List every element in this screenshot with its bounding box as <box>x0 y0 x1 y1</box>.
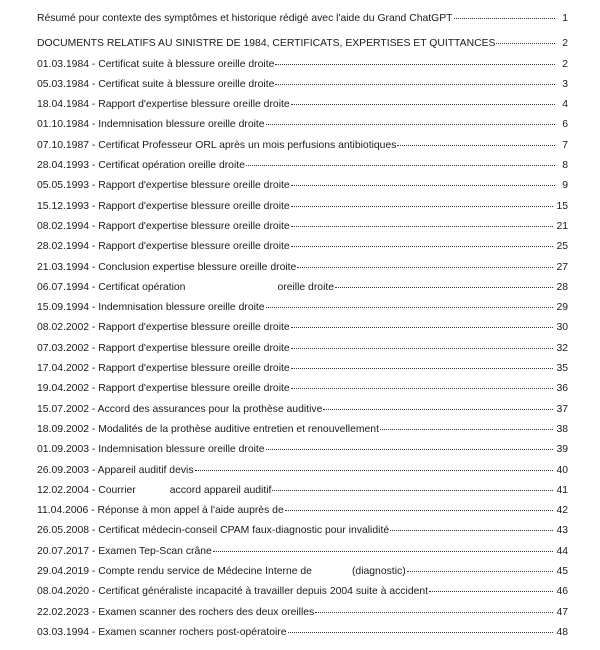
toc-entry-title: DOCUMENTS RELATIFS AU SINISTRE DE 1984, CERTIFICATS, EXPERTISES ET QUITTANCES <box>37 38 496 50</box>
toc-entry-page: 7 <box>562 139 568 151</box>
toc-entry[interactable] <box>37 521 568 541</box>
toc-entry-title: 28.02.1994 - Rapport d'expertise blessure oreille droite <box>37 241 290 253</box>
toc-entry[interactable] <box>37 461 568 481</box>
toc-entry[interactable] <box>37 258 568 278</box>
dot-leader <box>213 551 554 552</box>
dot-leader <box>275 64 555 65</box>
toc-entry-title: 01.10.1984 - Indemnisation blessure oreille droite <box>37 119 265 131</box>
toc-entry[interactable] <box>37 339 568 359</box>
toc-entry-page: 3 <box>562 78 568 90</box>
dot-leader <box>246 165 555 166</box>
toc-entry-title: 15.07.2002 - Accord des assurances pour la prothèse auditive <box>37 403 323 415</box>
toc-entry-title: 03.03.1994 - Examen scanner rochers post-opératoire <box>37 626 287 638</box>
toc-entry-page: 46 <box>556 586 568 598</box>
dot-leader <box>323 409 553 410</box>
toc-entry-page: 42 <box>556 505 568 517</box>
toc-entry-page: 4 <box>562 99 568 111</box>
toc-entry-title: 07.10.1987 - Certificat Professeur ORL après un mois perfusions antibiotiques <box>37 139 397 151</box>
toc-entry-title: 08.04.2020 - Certificat généraliste incapacité à travailler depuis 2004 suite à accident <box>37 586 429 598</box>
toc-entry[interactable] <box>37 176 568 196</box>
toc-entry[interactable] <box>37 55 568 75</box>
dot-leader <box>291 327 554 328</box>
toc-entry-title: 01.03.1984 - Certificat suite à blessure oreille droite <box>37 58 275 70</box>
toc-entry-title: 05.05.1993 - Rapport d'expertise blessure oreille droite <box>37 180 290 192</box>
toc-entry-title: 18.04.1984 - Rapport d'expertise blessure oreille droite <box>37 99 290 111</box>
dot-leader <box>315 612 553 613</box>
toc-entry-title: 01.09.2003 - Indemnisation blessure oreille droite <box>37 444 265 456</box>
toc-entry[interactable] <box>37 156 568 176</box>
toc-entry[interactable] <box>37 95 568 115</box>
toc-entry[interactable] <box>37 278 568 298</box>
dot-leader <box>291 348 554 349</box>
toc-entry-title: 26.05.2008 - Certificat médecin-conseil CPAM faux-diagnostic pour invalidité <box>37 525 390 537</box>
toc-entry[interactable] <box>37 237 568 257</box>
toc-entry-page: 27 <box>556 261 568 273</box>
toc-entry-page: 2 <box>562 38 568 50</box>
toc-entry[interactable] <box>37 501 568 521</box>
toc-entry-title: 21.03.1994 - Conclusion expertise blessure oreille droite <box>37 261 297 273</box>
toc-entry-page: 36 <box>556 383 568 395</box>
table-of-contents <box>37 9 568 643</box>
toc-entry[interactable] <box>37 420 568 440</box>
toc-entry-title: 11.04.2006 - Réponse à mon appel à l'aide auprès de <box>37 505 284 517</box>
toc-entry[interactable] <box>37 75 568 95</box>
dot-leader <box>266 449 554 450</box>
toc-entry-page: 6 <box>562 119 568 131</box>
toc-entry-title: 08.02.2002 - Rapport d'expertise blessure oreille droite <box>37 322 290 334</box>
toc-entry[interactable] <box>37 481 568 501</box>
toc-entry-page: 25 <box>556 241 568 253</box>
dot-leader <box>272 490 553 491</box>
toc-entry-title: 07.03.2002 - Rapport d'expertise blessure oreille droite <box>37 342 290 354</box>
toc-entry[interactable] <box>37 34 568 54</box>
toc-entry-title: 12.02.2004 - Courrier accord appareil auditif <box>37 484 272 496</box>
toc-entry-title: 05.03.1984 - Certificat suite à blessure oreille droite <box>37 78 275 90</box>
toc-entry-title: 20.07.2017 - Examen Tep-Scan crâne <box>37 545 212 557</box>
toc-entry-page: 35 <box>556 363 568 375</box>
toc-entry-title: 15.09.1994 - Indemnisation blessure oreille droite <box>37 302 265 314</box>
toc-entry-page: 21 <box>556 220 568 232</box>
toc-entry[interactable] <box>37 542 568 562</box>
dot-leader <box>291 388 554 389</box>
toc-entry-title: 29.04.2019 - Compte rendu service de Médecine Interne de (diagnostic) <box>37 566 406 578</box>
toc-entry[interactable] <box>37 298 568 318</box>
toc-entry-page: 43 <box>556 525 568 537</box>
dot-leader <box>297 267 553 268</box>
toc-entry-page: 40 <box>556 464 568 476</box>
toc-entry-title: 28.04.1993 - Certificat opération oreille droite <box>37 160 245 172</box>
toc-entry-page: 48 <box>556 626 568 638</box>
toc-entry-page: 30 <box>556 322 568 334</box>
dot-leader <box>291 206 554 207</box>
toc-entry-title: 19.04.2002 - Rapport d'expertise blessure oreille droite <box>37 383 290 395</box>
toc-entry[interactable] <box>37 217 568 237</box>
toc-entry-page: 2 <box>562 58 568 70</box>
toc-entry[interactable] <box>37 603 568 623</box>
dot-leader <box>291 226 554 227</box>
toc-entry-page: 47 <box>556 606 568 618</box>
dot-leader <box>291 185 555 186</box>
toc-entry-page: 8 <box>562 160 568 172</box>
toc-entry-page: 28 <box>556 281 568 293</box>
toc-entry[interactable] <box>37 562 568 582</box>
toc-entry-title: Résumé pour contexte des symptômes et historique rédigé avec l'aide du Grand ChatGPT <box>37 13 453 24</box>
dot-leader <box>496 43 555 44</box>
dot-leader <box>429 591 553 592</box>
toc-entry[interactable] <box>37 115 568 135</box>
toc-entry-title: 18.09.2002 - Modalités de la prothèse auditive entretien et renouvellement <box>37 423 379 435</box>
toc-entry-page: 29 <box>556 302 568 314</box>
dot-leader <box>266 307 554 308</box>
dot-leader <box>390 530 553 531</box>
toc-entry[interactable] <box>37 197 568 217</box>
dot-leader <box>291 246 554 247</box>
dot-leader <box>335 287 553 288</box>
toc-entry[interactable] <box>37 318 568 338</box>
toc-entry[interactable] <box>37 136 568 156</box>
toc-entry-page: 45 <box>556 566 568 578</box>
toc-entry-title: 15.12.1993 - Rapport d'expertise blessure oreille droite <box>37 200 290 212</box>
dot-leader <box>266 124 555 125</box>
toc-entry[interactable] <box>37 400 568 420</box>
toc-entry-title: 17.04.2002 - Rapport d'expertise blessure oreille droite <box>37 363 290 375</box>
toc-entry-title: 06.07.1994 - Certificat opération oreille droite <box>37 281 335 293</box>
dot-leader <box>454 18 555 19</box>
toc-entry-page: 37 <box>556 403 568 415</box>
toc-entry-title: 08.02.1994 - Rapport d'expertise blessure oreille droite <box>37 220 290 232</box>
toc-entry-page: 44 <box>556 545 568 557</box>
toc-entry-page: 32 <box>556 342 568 354</box>
toc-entry-title: 22.02.2023 - Examen scanner des rochers des deux oreilles <box>37 606 315 618</box>
dot-leader <box>291 104 555 105</box>
toc-entry-page: 9 <box>562 180 568 192</box>
toc-entry[interactable] <box>37 359 568 379</box>
toc-entry[interactable] <box>37 9 568 29</box>
toc-entry[interactable] <box>37 379 568 399</box>
dot-leader <box>285 510 554 511</box>
toc-entry[interactable] <box>37 440 568 460</box>
toc-entry-title: 26.09.2003 - Appareil auditif devis <box>37 464 194 476</box>
dot-leader <box>397 145 555 146</box>
toc-entry[interactable] <box>37 623 568 643</box>
dot-leader <box>275 84 555 85</box>
dot-leader <box>291 368 554 369</box>
dot-leader <box>288 632 554 633</box>
toc-entry-page: 38 <box>556 423 568 435</box>
toc-entry-page: 1 <box>562 13 568 24</box>
toc-entry-page: 39 <box>556 444 568 456</box>
toc-entry[interactable] <box>37 582 568 602</box>
dot-leader <box>195 470 554 471</box>
dot-leader <box>380 429 553 430</box>
dot-leader <box>407 571 554 572</box>
toc-entry-page: 41 <box>556 484 568 496</box>
toc-entry-page: 15 <box>556 200 568 212</box>
